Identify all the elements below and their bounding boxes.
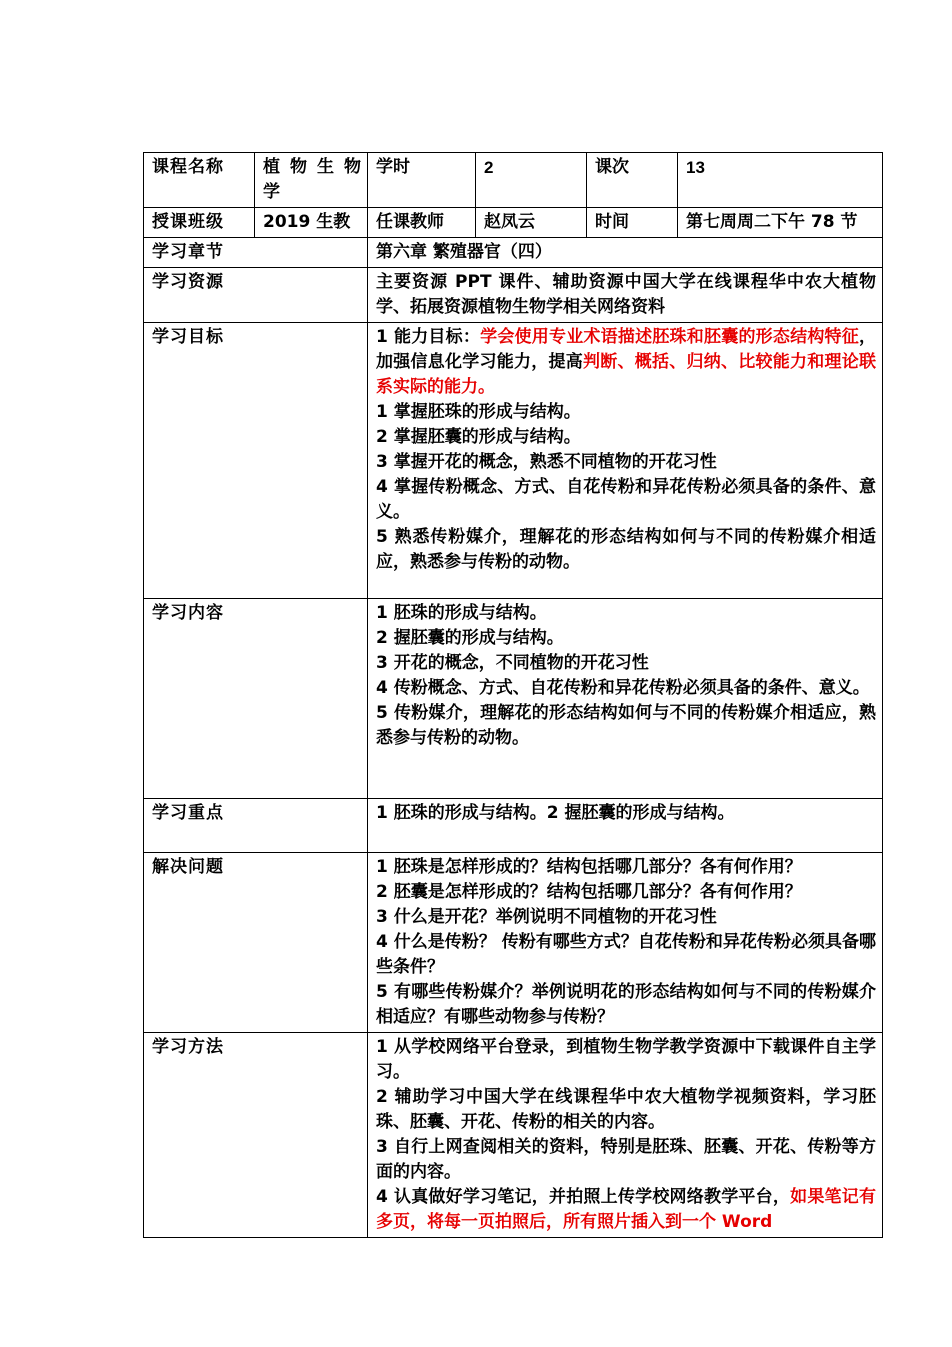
methods-cell	[368, 1033, 883, 1238]
content-label: 学习内容	[144, 599, 368, 799]
ability-highlight-2: 判断、概括、归纳、比较能力和理论联系实际的能力。	[376, 352, 876, 397]
keypoints-label: 学习重点	[144, 799, 368, 853]
session-value: 13	[678, 153, 883, 208]
content-item: 4 传粉概念、方式、自花传粉和异花传粉必须具备的条件、意义。	[376, 678, 870, 698]
content-cell	[368, 599, 883, 799]
objective-item: 2 掌握胚囊的形成与结构。	[376, 427, 581, 447]
ability-middle: ，加强信息化学习能力，提高	[376, 327, 877, 372]
problem-item: 4 什么是传粉？ 传粉有哪些方式？自花传粉和异花传粉必须具备哪些条件？	[376, 932, 876, 977]
methods-label: 学习方法	[144, 1033, 368, 1238]
method-item: 1 从学校网络平台登录，到植物生物学教学资源中下载课件自主学习。	[376, 1037, 876, 1082]
time-value: 第七周周二下午 78 节	[678, 208, 883, 238]
problem-item: 5 有哪些传粉媒介？举例说明花的形态结构如何与不同的传粉媒介相适应？有哪些动物参与传粉？	[376, 982, 876, 1027]
method-item-4	[376, 1185, 876, 1235]
method-item: 2 辅助学习中国大学在线课程华中农大植物学视频资料，学习胚珠、胚囊、开花、传粉的相关的内容。	[376, 1087, 876, 1132]
content-item: 1 胚珠的形成与结构。	[376, 603, 547, 623]
problem-item: 1 胚珠是怎样形成的？结构包括哪几部分？各有何作用？	[376, 857, 802, 877]
objective-item: 3 掌握开花的概念，熟悉不同植物的开花习性	[376, 452, 717, 472]
class-value: 2019 生教	[255, 208, 368, 238]
row-methods	[144, 1033, 883, 1238]
objectives-cell	[368, 323, 883, 599]
class-label: 授课班级	[144, 208, 255, 238]
content-item: 5 传粉媒介，理解花的形态结构如何与不同的传粉媒介相适应，熟悉参与传粉的动物。	[376, 703, 876, 748]
session-label: 课次	[587, 153, 678, 208]
content-item: 3 开花的概念，不同植物的开花习性	[376, 653, 649, 673]
objective-item: 4 掌握传粉概念、方式、自花传粉和异花传粉必须具备的条件、意义。	[376, 477, 876, 522]
method-4-highlight: 如果笔记有多页，将每一页拍照后，所有照片插入到一个 Word	[376, 1187, 877, 1232]
ability-objective	[376, 325, 876, 400]
row-content	[144, 599, 883, 799]
objectives-label: 学习目标	[144, 323, 368, 599]
time-label: 时间	[587, 208, 678, 238]
teacher-label: 任课教师	[368, 208, 476, 238]
hours-value: 2	[476, 153, 587, 208]
course-name-value: 植 物 生 物 学	[255, 153, 368, 208]
method-item: 3 自行上网查阅相关的资料，特别是胚珠、胚囊、开花、传粉等方面的内容。	[376, 1137, 876, 1182]
keypoints-value: 1 胚珠的形成与结构。2 握胚囊的形成与结构。	[368, 799, 883, 853]
problems-label: 解决问题	[144, 853, 368, 1033]
course-name-label: 课程名称	[144, 153, 255, 208]
row-keypoints	[144, 799, 883, 853]
problems-cell	[368, 853, 883, 1033]
hours-label: 学时	[368, 153, 476, 208]
chapter-label: 学习章节	[144, 238, 368, 268]
objective-item: 1 掌握胚珠的形成与结构。	[376, 402, 581, 422]
chapter-value: 第六章 繁殖器官（四）	[368, 238, 883, 268]
row-resources	[144, 268, 883, 323]
method-4-text: 4 认真做好学习笔记，并拍照上传学校网络教学平台，	[376, 1187, 791, 1207]
objective-item: 5 熟悉传粉媒介，理解花的形态结构如何与不同的传粉媒介相适应，熟悉参与传粉的动物。	[376, 527, 876, 572]
resources-value: 主要资源 PPT 课件、辅助资源中国大学在线课程华中农大植物学、拓展资源植物生物学相关网络资料	[368, 268, 883, 323]
ability-prefix: 1 能力目标：	[376, 327, 481, 347]
row-course	[144, 153, 883, 208]
resources-label: 学习资源	[144, 268, 368, 323]
row-problems	[144, 853, 883, 1033]
row-objectives	[144, 323, 883, 599]
ability-highlight-1: 学会使用专业术语描述胚珠和胚囊的形态结构特征	[480, 327, 860, 347]
problem-item: 2 胚囊是怎样形成的？结构包括哪几部分？各有何作用？	[376, 882, 802, 902]
row-chapter	[144, 238, 883, 268]
problem-item: 3 什么是开花？举例说明不同植物的开花习性	[376, 907, 717, 927]
teacher-value: 赵凤云	[476, 208, 587, 238]
row-class	[144, 208, 883, 238]
lesson-plan-table	[143, 152, 883, 1238]
content-item: 2 握胚囊的形成与结构。	[376, 628, 564, 648]
